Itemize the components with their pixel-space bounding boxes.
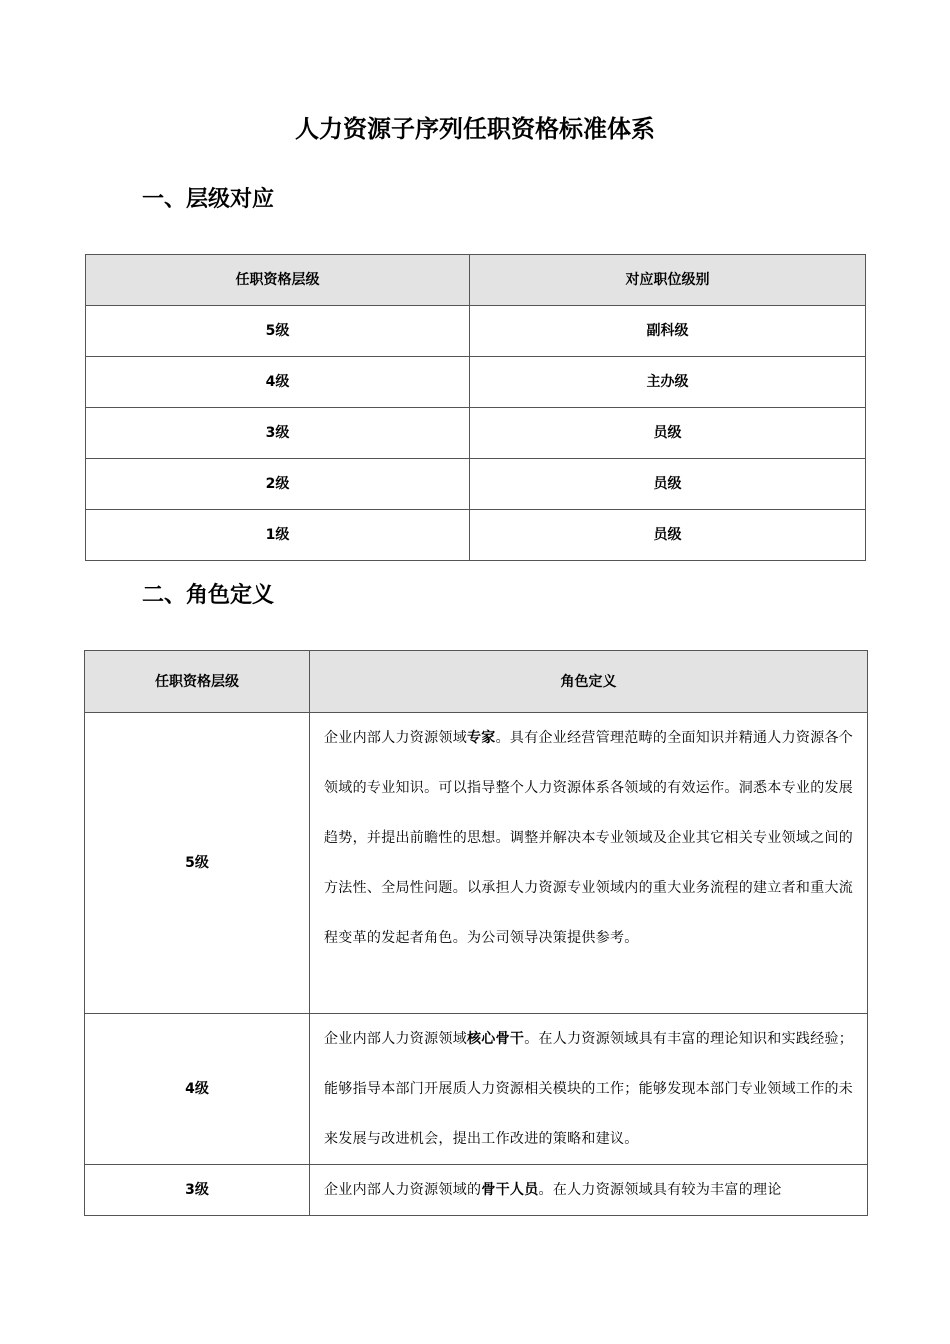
column-header: 任职资格层级	[85, 651, 310, 713]
level-cell: 4级	[85, 1014, 310, 1165]
role-definition-cell	[310, 713, 868, 1014]
role-definition-table	[84, 650, 868, 1216]
position-cell: 员级	[470, 408, 866, 459]
definition-prefix: 企业内部人力资源领域	[324, 1031, 467, 1047]
role-keyword: 核心骨干	[467, 1031, 525, 1047]
definition-prefix: 企业内部人力资源领域	[324, 730, 467, 746]
role-keyword: 骨干人员	[481, 1182, 539, 1198]
level-cell: 5级	[86, 306, 470, 357]
table-row	[86, 510, 866, 561]
table-row	[85, 1014, 868, 1165]
level-cell: 5级	[85, 713, 310, 1014]
table-row	[85, 1165, 868, 1216]
level-cell: 1级	[86, 510, 470, 561]
page-title: 人力资源子序列任职资格标准体系	[295, 115, 655, 143]
position-cell: 主办级	[470, 357, 866, 408]
column-header: 任职资格层级	[86, 255, 470, 306]
definition-prefix: 企业内部人力资源领域的	[324, 1182, 482, 1198]
table-header-row	[85, 651, 868, 713]
column-header: 对应职位级别	[470, 255, 866, 306]
table-row	[86, 408, 866, 459]
table-row	[86, 306, 866, 357]
level-cell: 4级	[86, 357, 470, 408]
position-cell: 员级	[470, 459, 866, 510]
level-cell: 2级	[86, 459, 470, 510]
role-definition-cell	[310, 1014, 868, 1165]
position-cell: 员级	[470, 510, 866, 561]
table-row	[86, 459, 866, 510]
level-cell: 3级	[86, 408, 470, 459]
role-keyword: 专家	[467, 730, 496, 746]
position-cell: 副科级	[470, 306, 866, 357]
column-header: 角色定义	[310, 651, 868, 713]
definition-text: 。在人力资源领域具有较为丰富的理论	[538, 1182, 782, 1198]
section-heading-role-definition: 二、角色定义	[142, 583, 275, 608]
table-row	[85, 713, 868, 1014]
section-heading-level-mapping: 一、层级对应	[142, 187, 275, 212]
definition-text: 。在人力资源领域具有丰富的理论知识和实践经验；能够指导本部门开展质人力资源相关模块的工作；能够发现本部门专业领域工作的未来发展与改进机会，提出工作改进的策略和建议。	[324, 1031, 854, 1147]
table-header-row	[86, 255, 866, 306]
definition-text: 。具有企业经营管理范畴的全面知识并精通人力资源各个领域的专业知识。可以指导整个人力资源体系各领域的有效运作。洞悉本专业的发展趋势，并提出前瞻性的思想。调整并解决本专业领域及企业其它相关专业领域之间的方法性、全局性问题。以承担人力资源专业领域内的重大业务流程的建立者和重大流程变革的发起者角色。为公司领导决策提供参考。	[324, 730, 854, 946]
level-mapping-table	[85, 254, 866, 561]
role-definition-cell	[310, 1165, 868, 1216]
level-cell: 3级	[85, 1165, 310, 1216]
table-row	[86, 357, 866, 408]
